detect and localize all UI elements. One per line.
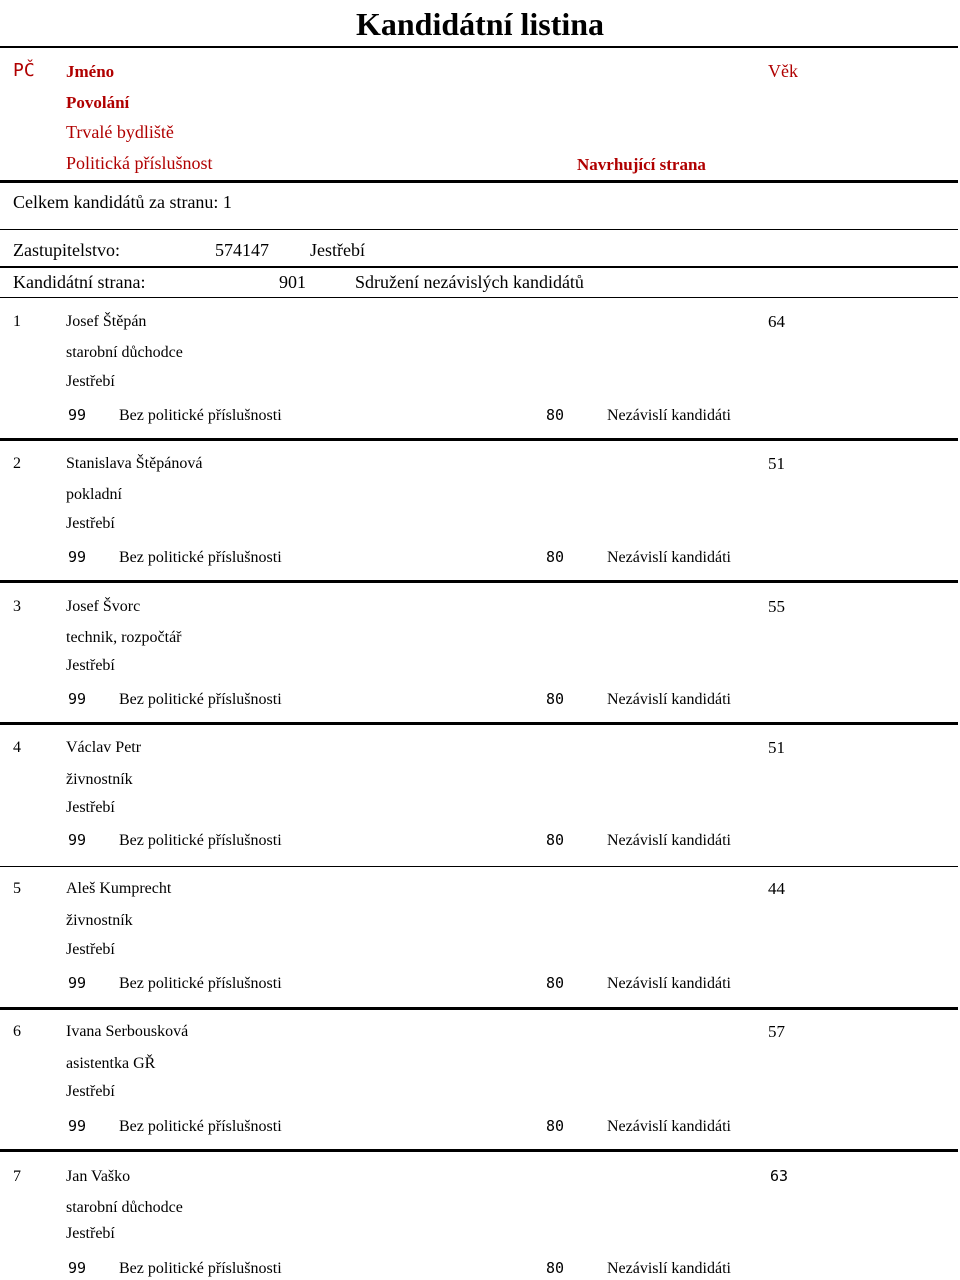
candidate-name: Václav Petr (66, 739, 142, 756)
candidate-ns-code: 80 (546, 1117, 565, 1135)
candidate-pp-code: 99 (68, 548, 87, 566)
candidate-pp-code: 99 (68, 831, 87, 849)
zastupitelstvo-divider (0, 266, 958, 268)
candidate-name: Josef Švorc (66, 598, 141, 615)
strana-label: Kandidátní strana: (13, 272, 146, 292)
candidate-residence: Jestřebí (66, 941, 115, 958)
candidate-pp-code: 99 (68, 406, 87, 424)
header-vek: Věk (768, 61, 798, 81)
candidate-pc: 2 (13, 455, 21, 472)
candidate-residence: Jestřebí (66, 657, 115, 674)
candidate-name: Stanislava Štěpánová (66, 455, 203, 472)
candidate-nominating-party: Nezávislí kandidáti (607, 1118, 731, 1135)
candidate-ns-code: 80 (546, 974, 565, 992)
summary-divider (0, 229, 958, 230)
header-divider (0, 180, 958, 183)
candidate-name: Aleš Kumprecht (66, 880, 172, 897)
header-navrhujici-strana: Navrhující strana (577, 155, 706, 174)
candidate-occupation: starobní důchodce (66, 344, 183, 361)
header-prislusnost: Politická příslušnost (66, 153, 213, 173)
candidate-occupation: živnostník (66, 771, 133, 788)
candidate-pc: 4 (13, 739, 21, 756)
candidate-ns-code: 80 (546, 690, 565, 708)
strana-code: 901 (279, 272, 306, 292)
candidate-residence: Jestřebí (66, 373, 115, 390)
candidate-ns-code: 80 (546, 406, 565, 424)
candidate-nominating-party: Nezávislí kandidáti (607, 975, 731, 992)
candidate-pc: 5 (13, 880, 21, 897)
candidate-nominating-party: Nezávislí kandidáti (607, 832, 731, 849)
candidate-pp-code: 99 (68, 974, 87, 992)
candidate-occupation: starobní důchodce (66, 1199, 183, 1216)
candidate-row (0, 724, 960, 866)
candidate-age: 63 (770, 1167, 789, 1185)
header-jmeno: Jméno (66, 62, 115, 81)
candidate-age: 51 (768, 738, 785, 757)
candidate-pp-code: 99 (68, 1259, 87, 1277)
header-bydliste: Trvalé bydliště (66, 122, 174, 142)
candidate-political-affiliation: Bez politické příslušnosti (119, 832, 282, 849)
candidate-residence: Jestřebí (66, 515, 115, 532)
zastupitelstvo-label: Zastupitelstvo: (13, 240, 120, 260)
candidate-nominating-party: Nezávislí kandidáti (607, 407, 731, 424)
title-divider (0, 46, 958, 48)
candidate-political-affiliation: Bez politické příslušnosti (119, 1118, 282, 1135)
candidate-occupation: asistentka GŘ (66, 1055, 156, 1072)
candidate-count-summary: Celkem kandidátů za stranu: 1 (13, 192, 232, 212)
candidate-row (0, 866, 960, 1008)
candidate-ns-code: 80 (546, 831, 565, 849)
candidate-pc: 7 (13, 1168, 21, 1185)
candidate-pp-code: 99 (68, 690, 87, 708)
candidate-row (0, 298, 960, 440)
candidate-political-affiliation: Bez politické příslušnosti (119, 407, 282, 424)
header-povolani: Povolání (66, 93, 130, 112)
candidate-age: 57 (768, 1022, 785, 1041)
strana-name: Sdružení nezávislých kandidátů (355, 272, 584, 292)
candidate-name: Josef Štěpán (66, 313, 147, 330)
zastupitelstvo-name: Jestřebí (310, 240, 365, 260)
zastupitelstvo-code: 574147 (215, 240, 269, 260)
candidate-occupation: technik, rozpočtář (66, 629, 182, 646)
candidate-nominating-party: Nezávislí kandidáti (607, 549, 731, 566)
candidate-political-affiliation: Bez politické příslušnosti (119, 691, 282, 708)
candidate-age: 64 (768, 312, 785, 331)
candidate-row (0, 582, 960, 724)
candidate-age: 44 (768, 879, 785, 898)
candidate-row (0, 1151, 960, 1280)
candidate-pp-code: 99 (68, 1117, 87, 1135)
candidate-occupation: živnostník (66, 912, 133, 929)
candidate-ns-code: 80 (546, 548, 565, 566)
candidate-residence: Jestřebí (66, 1225, 115, 1242)
candidate-row (0, 440, 960, 582)
candidate-row (0, 1009, 960, 1151)
candidate-occupation: pokladní (66, 486, 122, 503)
candidate-pc: 3 (13, 598, 21, 615)
candidate-political-affiliation: Bez politické příslušnosti (119, 549, 282, 566)
candidate-age: 55 (768, 597, 785, 616)
candidate-nominating-party: Nezávislí kandidáti (607, 691, 731, 708)
candidate-political-affiliation: Bez politické příslušnosti (119, 1260, 282, 1277)
page-title: Kandidátní listina (355, 6, 605, 42)
candidate-political-affiliation: Bez politické příslušnosti (119, 975, 282, 992)
candidate-age: 51 (768, 454, 785, 473)
header-pc: PČ (13, 60, 35, 81)
candidate-pc: 1 (13, 313, 21, 330)
candidate-residence: Jestřebí (66, 799, 115, 816)
candidate-residence: Jestřebí (66, 1083, 115, 1100)
candidate-ns-code: 80 (546, 1259, 565, 1277)
candidate-nominating-party: Nezávislí kandidáti (607, 1260, 731, 1277)
candidate-name: Ivana Serbousková (66, 1023, 189, 1040)
candidate-pc: 6 (13, 1023, 21, 1040)
candidate-name: Jan Vaško (66, 1168, 131, 1185)
